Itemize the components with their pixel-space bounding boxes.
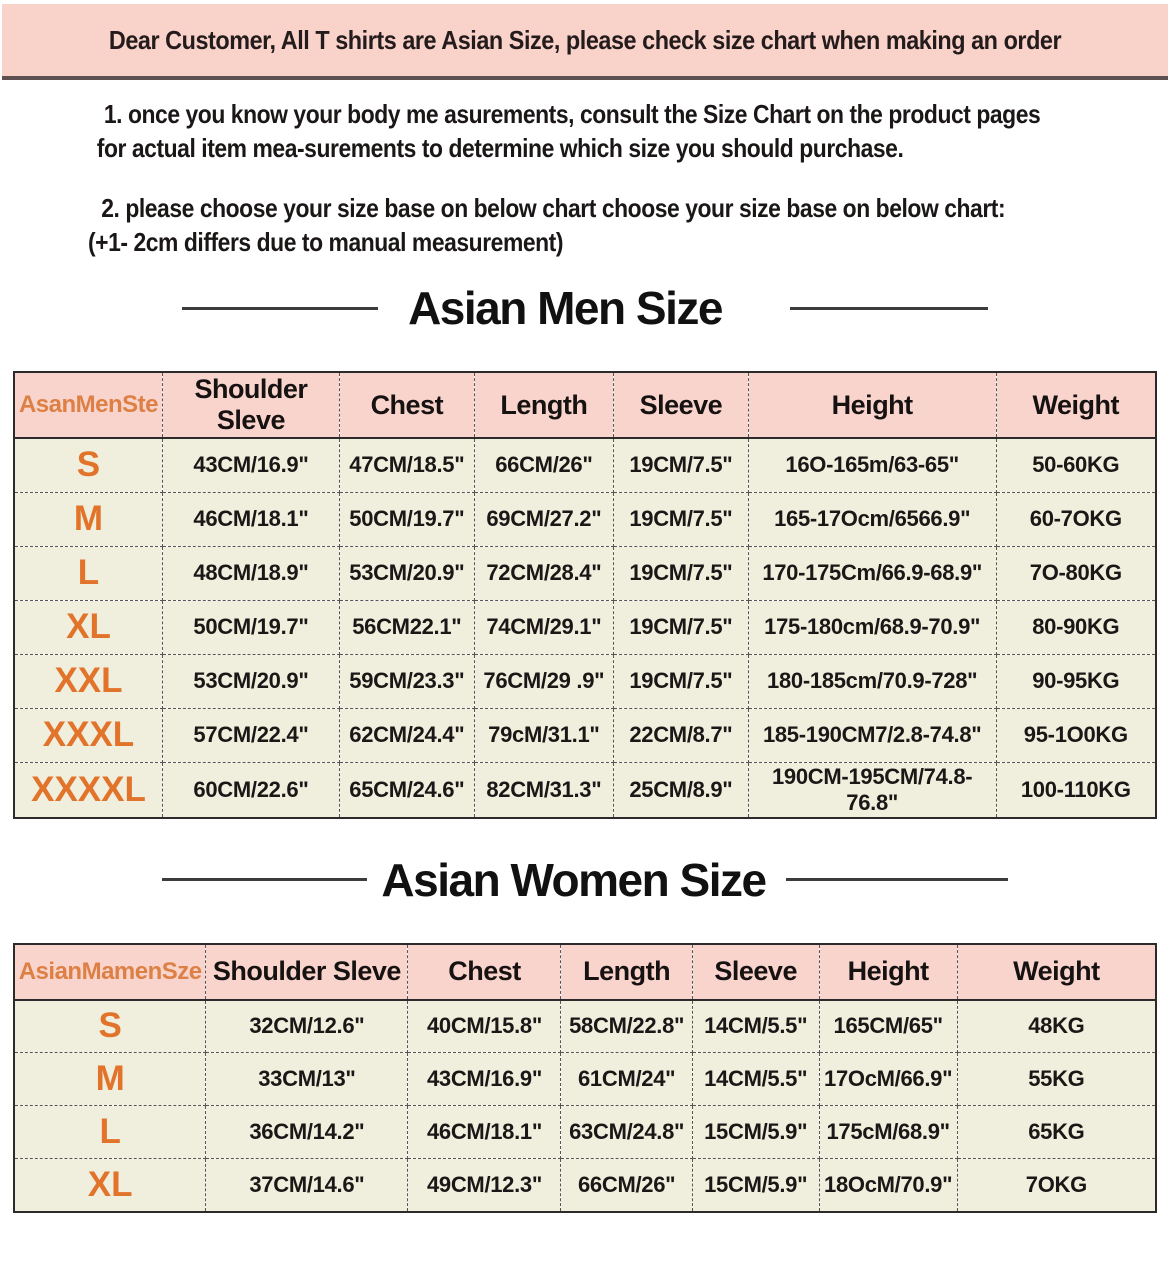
table-cell: 66CM/26" xyxy=(561,1159,692,1212)
table-cell: 7O-80KG xyxy=(996,546,1156,600)
table-cell: 76CM/29 .9" xyxy=(474,654,613,708)
table-cell: 19CM/7.5" xyxy=(614,654,749,708)
table-cell: 43CM/16.9" xyxy=(162,438,339,492)
table-row xyxy=(14,600,1156,654)
table-cell: 170-175Cm/66.9-68.9" xyxy=(748,546,996,600)
size-label: S xyxy=(14,1000,206,1053)
table-cell: 53CM/20.9" xyxy=(339,546,474,600)
table-cell: 33CM/13" xyxy=(206,1053,408,1106)
women-section-title xyxy=(0,851,1170,909)
table-cell: 72CM/28.4" xyxy=(474,546,613,600)
table-cell: 175cM/68.9" xyxy=(819,1106,957,1159)
table-cell: 90-95KG xyxy=(996,654,1156,708)
column-header: Chest xyxy=(408,944,561,1000)
instruction-line-2: for actual item mea-surements to determine which size you should purchase. xyxy=(96,133,904,163)
size-label: XL xyxy=(14,1159,206,1212)
size-label: XXL xyxy=(14,654,162,708)
table-cell: 50-60KG xyxy=(996,438,1156,492)
table-cell: 65CM/24.6" xyxy=(339,762,474,818)
column-header: Shoulder Sleve xyxy=(206,944,408,1000)
instruction-line-3: 2. please choose your size base on below chart choose your size base on below chart: xyxy=(101,193,1006,223)
table-cell: 59CM/23.3" xyxy=(339,654,474,708)
table-cell: 79cM/31.1" xyxy=(474,708,613,762)
table-cell: 190CM-195CM/74.8-76.8" xyxy=(748,762,996,818)
table-cell: 19CM/7.5" xyxy=(614,492,749,546)
table-row xyxy=(14,1159,1156,1212)
size-label: M xyxy=(14,492,162,546)
table-cell: 37CM/14.6" xyxy=(206,1159,408,1212)
table-cell: 17OcM/66.9" xyxy=(819,1053,957,1106)
size-label: XXXL xyxy=(14,708,162,762)
title-rule-left xyxy=(162,878,367,881)
table-cell: 100-110KG xyxy=(996,762,1156,818)
women-title-text: Asian Women Size xyxy=(381,853,766,906)
column-header: Chest xyxy=(339,372,474,438)
table-cell: 50CM/19.7" xyxy=(162,600,339,654)
table-cell: 60CM/22.6" xyxy=(162,762,339,818)
table-cell: 46CM/18.1" xyxy=(408,1106,561,1159)
table-cell: 7OKG xyxy=(957,1159,1156,1212)
men-size-table xyxy=(13,371,1157,819)
column-header: Weight xyxy=(996,372,1156,438)
table-cell: 18OcM/70.9" xyxy=(819,1159,957,1212)
table-cell: 95-1O0KG xyxy=(996,708,1156,762)
table-cell: 55KG xyxy=(957,1053,1156,1106)
table-row xyxy=(14,492,1156,546)
table-cell: 46CM/18.1" xyxy=(162,492,339,546)
table-row xyxy=(14,1053,1156,1106)
table-cell: 25CM/8.9" xyxy=(614,762,749,818)
table-cell: 175-180cm/68.9-70.9" xyxy=(748,600,996,654)
table-row xyxy=(14,1000,1156,1053)
table-cell: 15CM/5.9" xyxy=(692,1159,819,1212)
table-row xyxy=(14,1106,1156,1159)
table-cell: 14CM/5.5" xyxy=(692,1053,819,1106)
title-rule-right xyxy=(786,878,1008,881)
table-cell: 53CM/20.9" xyxy=(162,654,339,708)
table-row xyxy=(14,438,1156,492)
table-cell: 56CM22.1" xyxy=(339,600,474,654)
table-cell: 185-190CM7/2.8-74.8" xyxy=(748,708,996,762)
table-cell: 48CM/18.9" xyxy=(162,546,339,600)
table-cell: 74CM/29.1" xyxy=(474,600,613,654)
title-rule-right xyxy=(790,307,988,310)
table-cell: 32CM/12.6" xyxy=(206,1000,408,1053)
instruction-line-1: 1. once you know your body me asurements, consult the Size Chart on the product pages xyxy=(103,99,1041,129)
table-row xyxy=(14,546,1156,600)
table-cell: 165CM/65" xyxy=(819,1000,957,1053)
table-cell: 16O-165m/63-65" xyxy=(748,438,996,492)
table-row xyxy=(14,708,1156,762)
table-row xyxy=(14,762,1156,818)
size-label: XL xyxy=(14,600,162,654)
table-cell: 36CM/14.2" xyxy=(206,1106,408,1159)
table-cell: 180-185cm/70.9-728" xyxy=(748,654,996,708)
size-label: L xyxy=(14,1106,206,1159)
table-cell: 50CM/19.7" xyxy=(339,492,474,546)
column-header: Length xyxy=(561,944,692,1000)
table-cell: 48KG xyxy=(957,1000,1156,1053)
table-cell: 19CM/7.5" xyxy=(614,600,749,654)
instructions xyxy=(0,97,1170,259)
table-cell: 15CM/5.9" xyxy=(692,1106,819,1159)
column-header: Weight xyxy=(957,944,1156,1000)
column-header: Length xyxy=(474,372,613,438)
notice-banner-text: Dear Customer, All T shirts are Asian Size, please check size chart when making an order xyxy=(108,24,1062,55)
table-cell: 61CM/24" xyxy=(561,1053,692,1106)
size-column-header: AsianMamenSze xyxy=(14,944,206,1000)
table-cell: 57CM/22.4" xyxy=(162,708,339,762)
table-cell: 19CM/7.5" xyxy=(614,546,749,600)
men-title-text: Asian Men Size xyxy=(408,282,722,334)
women-size-table xyxy=(13,943,1157,1213)
size-column-header: AsanMenSte xyxy=(14,372,162,438)
table-cell: 63CM/24.8" xyxy=(561,1106,692,1159)
men-section-title xyxy=(0,279,1170,337)
notice-banner xyxy=(2,4,1168,80)
table-cell: 65KG xyxy=(957,1106,1156,1159)
size-label: S xyxy=(14,438,162,492)
column-header: Shoulder Sleve xyxy=(162,372,339,438)
table-cell: 165-17Ocm/6566.9" xyxy=(748,492,996,546)
table-cell: 58CM/22.8" xyxy=(561,1000,692,1053)
column-header: Sleeve xyxy=(614,372,749,438)
size-label: L xyxy=(14,546,162,600)
column-header: Sleeve xyxy=(692,944,819,1000)
table-cell: 49CM/12.3" xyxy=(408,1159,561,1212)
table-cell: 47CM/18.5" xyxy=(339,438,474,492)
table-cell: 62CM/24.4" xyxy=(339,708,474,762)
column-header: Height xyxy=(819,944,957,1000)
table-cell: 69CM/27.2" xyxy=(474,492,613,546)
table-cell: 82CM/31.3" xyxy=(474,762,613,818)
table-cell: 66CM/26" xyxy=(474,438,613,492)
size-label: M xyxy=(14,1053,206,1106)
table-cell: 43CM/16.9" xyxy=(408,1053,561,1106)
table-cell: 60-7OKG xyxy=(996,492,1156,546)
title-rule-left xyxy=(182,307,378,310)
column-header: Height xyxy=(748,372,996,438)
table-cell: 19CM/7.5" xyxy=(614,438,749,492)
size-label: XXXXL xyxy=(14,762,162,818)
men-table-header-row xyxy=(14,372,1156,438)
instruction-line-4: (+1- 2cm differs due to manual measurement) xyxy=(88,227,564,257)
table-cell: 80-90KG xyxy=(996,600,1156,654)
table-cell: 40CM/15.8" xyxy=(408,1000,561,1053)
table-cell: 14CM/5.5" xyxy=(692,1000,819,1053)
table-row xyxy=(14,654,1156,708)
table-cell: 22CM/8.7" xyxy=(614,708,749,762)
women-table-header-row xyxy=(14,944,1156,1000)
